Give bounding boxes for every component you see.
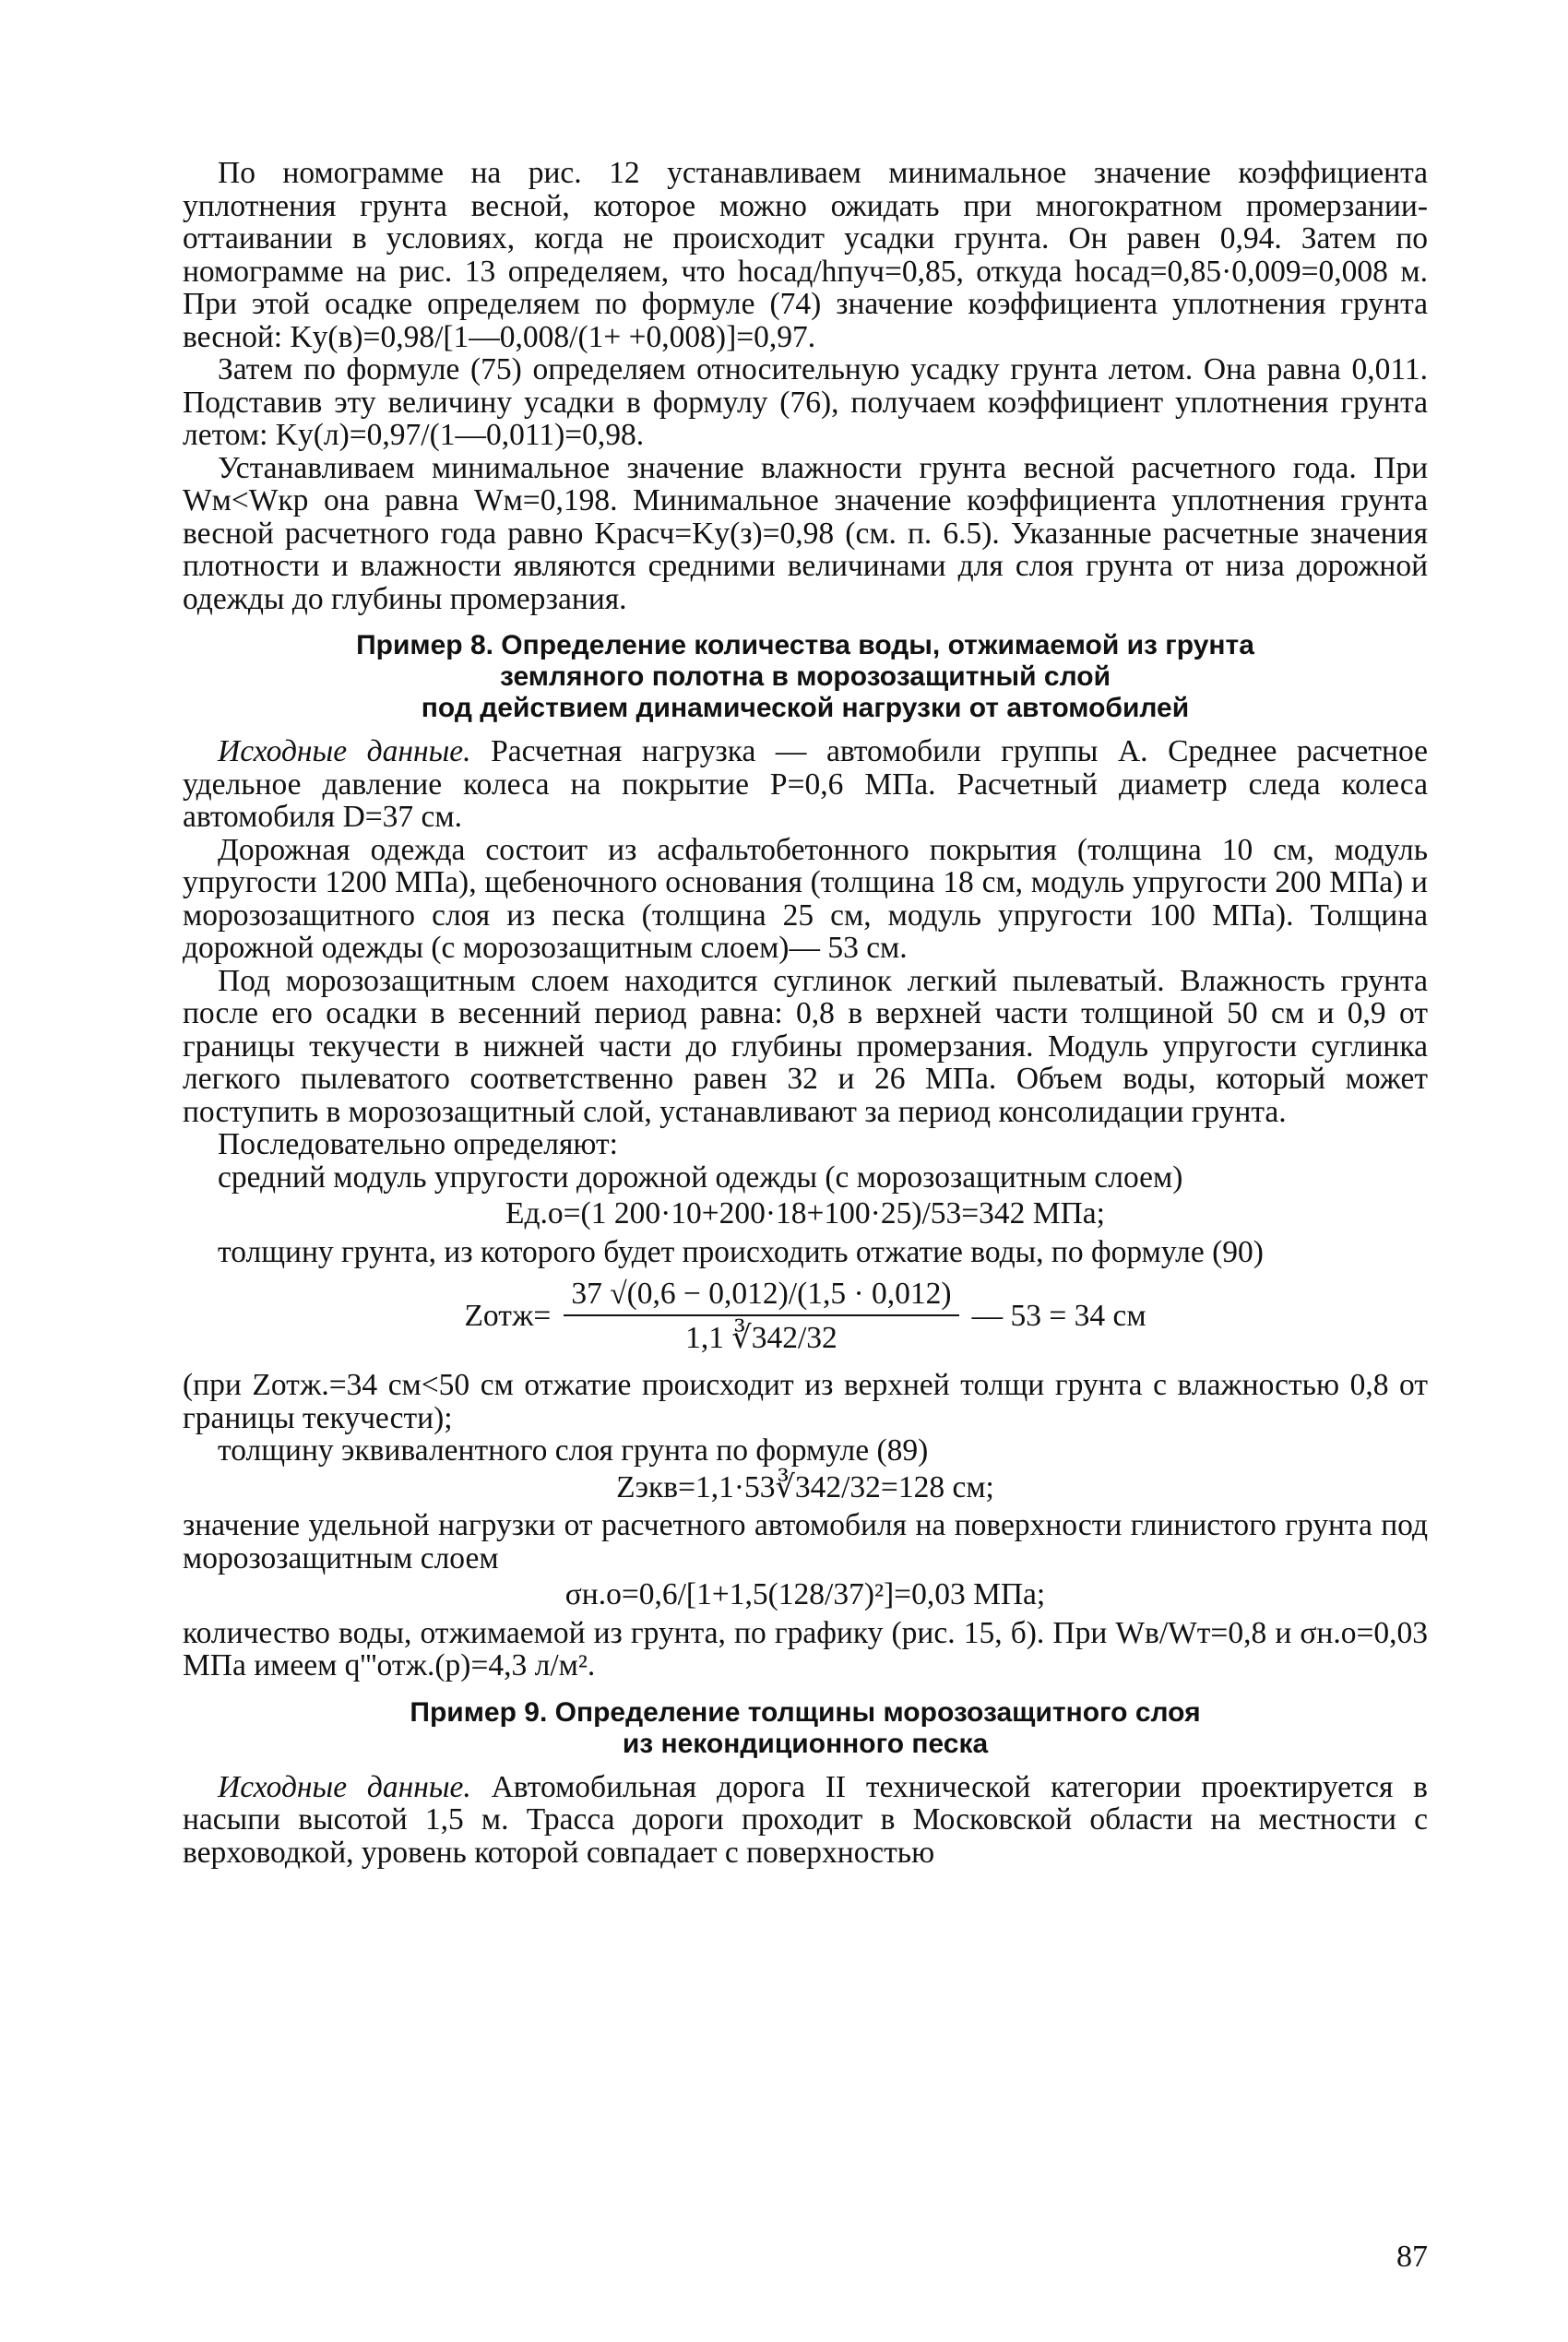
formula-equivalent: Zэкв=1,1·53∛342/32=128 см;	[616, 1469, 994, 1504]
example-8-heading-line: Пример 8. Определение количества воды, отжимаемой из грунта	[356, 630, 1254, 660]
example-9-source-data	[183, 1771, 1428, 1870]
example-9-heading-line: Пример 9. Определение толщины морозозащитного слоя	[410, 1696, 1201, 1728]
example-9-heading	[183, 1697, 1428, 1760]
source-data-label: Исходные данные.	[218, 734, 471, 768]
formula-lhs: Zотж=	[464, 1298, 552, 1333]
source-data-label: Исходные данные.	[218, 1769, 471, 1804]
formula-squeeze-thickness	[183, 1278, 1428, 1354]
formula-fraction	[564, 1278, 958, 1354]
example-8-thickness: толщину грунта, из которого будет происходить отжатие воды, по формуле (90)	[218, 1234, 1264, 1269]
source-data-text: Автомобильная дорога II технической категории проектируется в насыпи высотой 1,5 м. Трасса дороги проходит в Московской области на местности с верховодкой, уровень которой совпадает с поверхностью	[183, 1769, 1428, 1870]
example-8-sequence: Последовательно определяют:	[218, 1127, 618, 1161]
paragraph-2: Затем по формуле (75) определяем относительную усадку грунта летом. Она равна 0,011. Подставив эту величину усадки в формулу (76), получаем коэффициент уплотнения грунта летом: Kу(л)=0,97/(1—0,011)=0,98.	[183, 352, 1428, 452]
example-8-water-amount: количество воды, отжимаемой из грунта, по графику (рис. 15, б). При Wв/Wт=0,8 и σн.о=0,03 МПа имеем q'''отж.(р)=4,3 л/м².	[183, 1615, 1428, 1682]
example-8-load: значение удельной нагрузки от расчетного автомобиля на поверхности глинистого грунта под морозозащитным слоем	[183, 1508, 1428, 1575]
formula-modulus: Eд.о=(1 200·10+200·18+100·25)/53=342 МПа;	[505, 1196, 1105, 1230]
example-8-heading-line: земляного полотна в морозозащитный слой	[499, 661, 1111, 692]
source-data-text: Расчетная нагрузка — автомобили группы А. Среднее расчетное удельное давление колеса на покрытие P=0,6 МПа. Расчетный диаметр следа колеса автомобиля D=37 см.	[183, 734, 1429, 834]
example-9-heading-line: из некондиционного песка	[622, 1728, 989, 1759]
paragraph-3: Устанавливаем минимальное значение влажности грунта весной расчетного года. При Wм<Wкр она равна Wм=0,198. Минимальное значение коэффициента уплотнения грунта весной расчетного года равно Kрасч=Kу(з)=0,98 (см. п. 6.5). Указанные расчетные значения плотности и влажности являются средними величинами для слоя грунта от низа дорожной одежды до глубины промерзания.	[183, 450, 1428, 616]
example-8-soil: Под морозозащитным слоем находится суглинок легкий пылеватый. Влажность грунта после его осадки в весенний период равна: 0,8 в верхней части толщиной 50 см и 0,9 от границы текучести в нижней части до глубины промерзания. Модуль упругости суглинка легкого пылеватого соответственно равен 32 и 26 МПа. Объем воды, который может поступить в морозозащитный слой, устанавливают за период консолидации грунта.	[183, 963, 1428, 1129]
example-8-note: (при Zотж.=34 см<50 см отжатие происходит из верхней толщи грунта с влажностью 0,8 от границы текучести);	[183, 1368, 1428, 1435]
example-8-mean-modulus: средний модуль упругости дорожной одежды (с морозозащитным слоем)	[218, 1159, 1183, 1195]
page-body	[183, 157, 1428, 1869]
example-8-pavement: Дорожная одежда состоит из асфальтобетонного покрытия (толщина 10 см, модуль упругости 1200 МПа), щебеночного основания (толщина 18 см, модуль упругости 200 МПа) и морозозащитного слоя из песка (толщина 25 см, модуль упругости 100 МПа). Толщина дорожной одежды (с морозозащитным слоем)— 53 см.	[183, 832, 1428, 965]
example-8-equivalent-layer: толщину эквивалентного слоя грунта по формуле (89)	[218, 1433, 929, 1468]
paragraph-1: По номограмме на рис. 12 устанавливаем минимальное значение коэффициента уплотнения грунта весной, которое можно ожидать при многократном промерзании-оттаивании в условиях, когда не происходит усадки грунта. Он равен 0,94. Затем по номограмме на рис. 13 определяем, что hосад/hпуч=0,85, откуда hосад=0,85·0,009=0,008 м. При этой осадке определяем по формуле (74) значение коэффициента уплотнения грунта весной: Kу(в)=0,98/[1—0,008/(1+ +0,008)]=0,97.	[183, 156, 1428, 354]
formula-rhs: — 53 = 34 см	[971, 1298, 1146, 1333]
example-8-heading-line: под действием динамической нагрузки от автомобилей	[421, 693, 1190, 723]
example-8-heading	[183, 630, 1428, 724]
formula-numerator: 37 √(0,6 − 0,012)/(1,5 · 0,012)	[571, 1277, 952, 1311]
page-number: 87	[1396, 2240, 1428, 2274]
formula-denominator: 1,1 ∛342/32	[685, 1320, 837, 1355]
example-8-source-data	[183, 735, 1428, 834]
formula-load: σн.о=0,6/[1+1,5(128/37)²]=0,03 МПа;	[564, 1577, 1046, 1611]
